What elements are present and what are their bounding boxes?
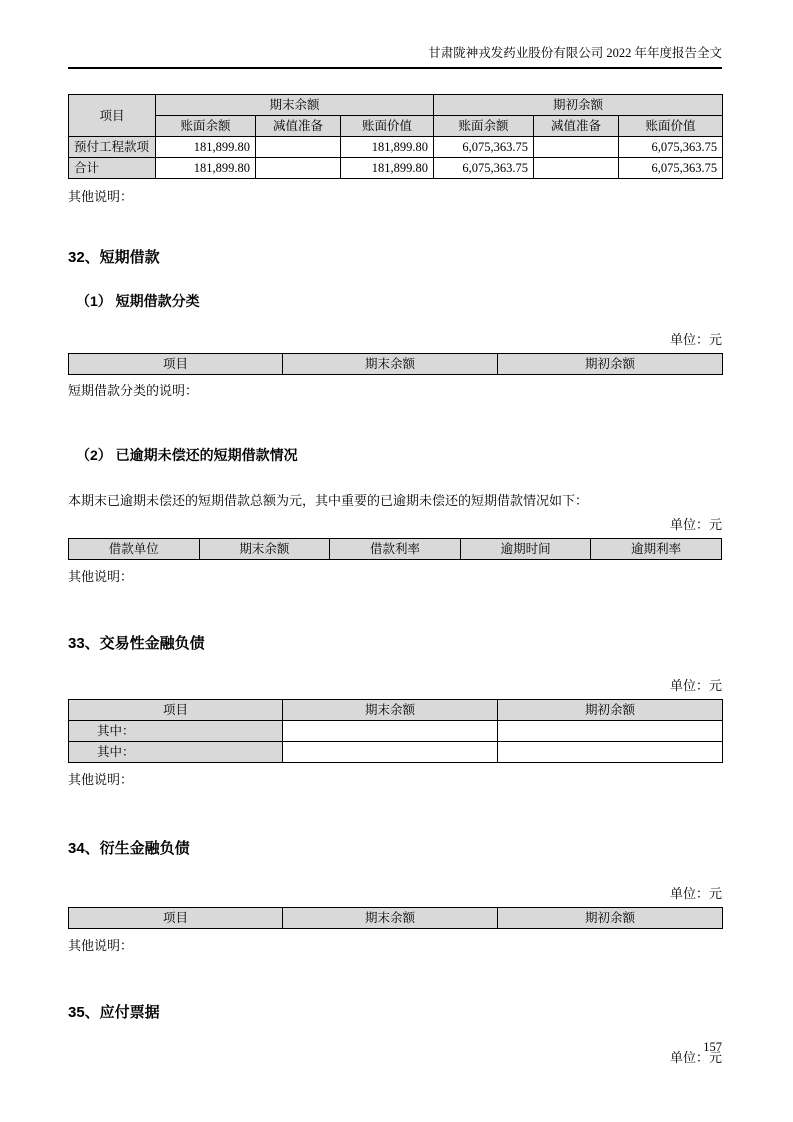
- page-content: [68, 94, 722, 1066]
- header-cell-ending-balance: 期末余额: [283, 354, 498, 375]
- subheader-cell: 减值准备: [256, 116, 341, 137]
- report-header-title: 甘肃陇神戎发药业股份有限公司 2022 年年度报告全文: [428, 46, 722, 60]
- data-cell: 181,899.80: [156, 137, 256, 158]
- table-row-total: [69, 158, 723, 179]
- short-term-loan-classification-table: [68, 353, 723, 375]
- section-33-heading: 33、交易性金融负债: [68, 635, 205, 652]
- section-32-1-heading: （1） 短期借款分类: [76, 293, 200, 309]
- table-row: [69, 742, 723, 763]
- other-notes-label: 其他说明：: [68, 938, 134, 953]
- data-cell: 181,899.80: [341, 158, 434, 179]
- data-cell: [498, 742, 723, 763]
- data-cell: 6,075,363.75: [619, 137, 723, 158]
- header-cell-ending-balance: 期末余额: [283, 700, 498, 721]
- overdue-loans-table: [68, 538, 722, 560]
- data-cell: 181,899.80: [156, 158, 256, 179]
- header-cell-item: 项目: [69, 354, 283, 375]
- header-cell-item: 项目: [69, 95, 156, 137]
- header-cell-loan-rate: 借款利率: [330, 539, 461, 560]
- header-cell-lender: 借款单位: [69, 539, 200, 560]
- data-cell: 6,075,363.75: [434, 158, 534, 179]
- data-cell: [534, 158, 619, 179]
- section-35-heading: 35、应付票据: [68, 1004, 160, 1021]
- section-32-2-heading: （2） 已逾期未偿还的短期借款情况: [76, 447, 298, 463]
- unit-label: 单位：元: [669, 332, 722, 347]
- trading-financial-liabilities-table: [68, 699, 723, 763]
- row-label-cell: 合计: [69, 158, 156, 179]
- subheader-cell: 减值准备: [534, 116, 619, 137]
- header-cell-overdue-rate: 逾期利率: [591, 539, 722, 560]
- other-notes-label: 其他说明：: [68, 569, 134, 584]
- data-cell: 6,075,363.75: [619, 158, 723, 179]
- data-cell: [498, 721, 723, 742]
- header-cell-beginning-balance: 期初余额: [498, 354, 723, 375]
- section-32-heading: 32、短期借款: [68, 249, 160, 266]
- overdue-loans-paragraph: 本期末已逾期未偿还的短期借款总额为元，其中重要的已逾期未偿还的短期借款情况如下：: [68, 493, 589, 508]
- unit-label: 单位：元: [669, 886, 722, 901]
- table-row: [69, 137, 723, 158]
- data-cell: [283, 721, 498, 742]
- header-cell-ending-balance: 期末余额: [283, 908, 498, 929]
- row-label-cell: 预付工程款项: [69, 137, 156, 158]
- other-notes-label: 其他说明：: [68, 772, 134, 787]
- header-cell-item: 项目: [69, 908, 283, 929]
- header-cell-beginning-balance-group: 期初余额: [434, 95, 723, 116]
- table-header-row: [69, 539, 722, 560]
- row-label-cell: 其中：: [69, 742, 283, 763]
- data-cell: [256, 137, 341, 158]
- header-cell-ending-balance-group: 期末余额: [156, 95, 434, 116]
- table-header-row: [69, 354, 723, 375]
- data-cell: 6,075,363.75: [434, 137, 534, 158]
- header-cell-ending-balance: 期末余额: [199, 539, 330, 560]
- derivative-financial-liabilities-table: [68, 907, 723, 929]
- table-row: [69, 721, 723, 742]
- table-header-row: [69, 700, 723, 721]
- subheader-cell: 账面价值: [619, 116, 723, 137]
- unit-label: 单位：元: [669, 1050, 722, 1065]
- data-cell: [256, 158, 341, 179]
- header-cell-item: 项目: [69, 700, 283, 721]
- page-number: 157: [703, 1040, 722, 1054]
- classification-note-label: 短期借款分类的说明：: [68, 383, 199, 398]
- subheader-cell: 账面余额: [156, 116, 256, 137]
- section-34-heading: 34、衍生金融负债: [68, 840, 190, 857]
- prepayment-table: [68, 94, 723, 179]
- data-cell: [534, 137, 619, 158]
- other-notes-label: 其他说明：: [68, 189, 134, 204]
- table-header-row: [69, 908, 723, 929]
- header-cell-beginning-balance: 期初余额: [498, 908, 723, 929]
- table-subheader-row: [69, 116, 723, 137]
- subheader-cell: 账面余额: [434, 116, 534, 137]
- unit-label: 单位：元: [669, 517, 722, 532]
- row-label-cell: 其中：: [69, 721, 283, 742]
- table-header-row: [69, 95, 723, 116]
- subheader-cell: 账面价值: [341, 116, 434, 137]
- page-header: [68, 0, 722, 69]
- data-cell: 181,899.80: [341, 137, 434, 158]
- header-cell-overdue-time: 逾期时间: [460, 539, 591, 560]
- data-cell: [283, 742, 498, 763]
- unit-label: 单位：元: [669, 678, 722, 693]
- header-cell-beginning-balance: 期初余额: [498, 700, 723, 721]
